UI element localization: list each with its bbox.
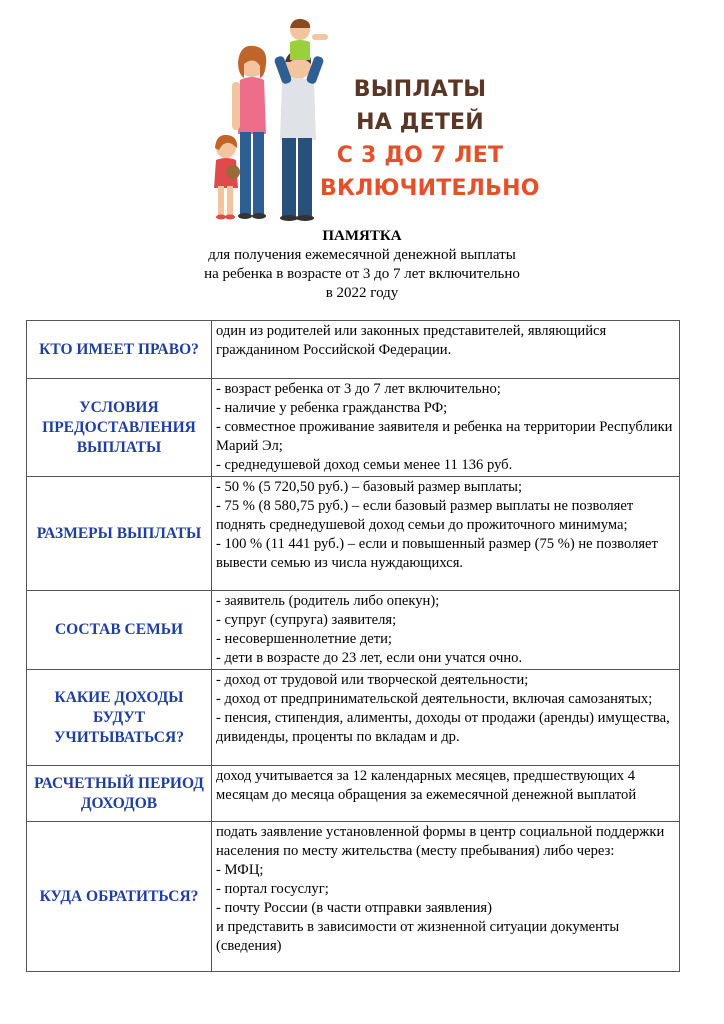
- row-question: КАКИЕ ДОХОДЫ БУДУТ УЧИТЫВАТЬСЯ?: [27, 670, 212, 766]
- answer-line: - супруг (супруга) заявителя;: [216, 612, 397, 628]
- row-question: УСЛОВИЯ ПРЕДОСТАВЛЕНИЯ ВЫПЛАТЫ: [27, 379, 212, 477]
- row-answer: [212, 670, 680, 766]
- answer-line: - среднедушевой доход семьи менее 11 136 руб.: [216, 457, 513, 473]
- answer-line: - МФЦ;: [216, 862, 264, 878]
- answer-line: и представить в зависимости от жизненной ситуации документы (сведения): [216, 919, 620, 954]
- answer-line: - наличие у ребенка гражданства РФ;: [216, 400, 448, 416]
- banner-title-line: ВЫПЛАТЫ: [353, 77, 487, 102]
- answer-line: - совместное проживание заявителя и ребенка на территории Республики Марий Эл;: [216, 419, 673, 454]
- answer-line: - доход от предпринимательской деятельности, включая самозанятых;: [216, 691, 653, 707]
- row-question: КУДА ОБРАТИТЬСЯ?: [27, 822, 212, 972]
- banner-title-line: ВКЛЮЧИТЕЛЬНО: [320, 176, 540, 201]
- answer-line: - 100 % (11 441 руб.) – если и повышенный размер (75 %) не позволяет вывести семью из числа нуждающихся.: [216, 536, 658, 571]
- table-row: [27, 477, 680, 591]
- row-question: РАЗМЕРЫ ВЫПЛАТЫ: [27, 477, 212, 591]
- memo-subtitle-line: для получения ежемесячной денежной выплаты: [208, 247, 516, 263]
- answer-line: доход учитывается за 12 календарных месяцев, предшествующих 4 месяцам до месяца обращения за ежемесячной денежной выплатой: [216, 768, 637, 803]
- table-row: [27, 822, 680, 972]
- memo-title: ПАМЯТКА: [322, 228, 402, 244]
- answer-line: подать заявление установленной формы в центр социальной поддержки населения по месту жительства (месту пребывания) либо через:: [216, 824, 665, 859]
- table-row: [27, 591, 680, 670]
- memo-table: [26, 320, 680, 972]
- banner-title-line: С 3 ДО 7 ЛЕТ: [336, 143, 504, 168]
- memo-table-body: [27, 321, 680, 972]
- answer-line: - возраст ребенка от 3 до 7 лет включительно;: [216, 381, 501, 397]
- banner-title-line: НА ДЕТЕЙ: [356, 110, 484, 135]
- row-answer: [212, 822, 680, 972]
- row-question: РАСЧЕТНЫЙ ПЕРИОД ДОХОДОВ: [27, 766, 212, 822]
- family-illustration: [210, 16, 330, 222]
- answer-line: - почту России (в части отправки заявления): [216, 900, 492, 916]
- answer-line: - дети в возрасте до 23 лет, если они учатся очно.: [216, 650, 523, 666]
- row-answer: [212, 321, 680, 379]
- row-answer: [212, 477, 680, 591]
- answer-line: - портал госуслуг;: [216, 881, 329, 897]
- row-question: СОСТАВ СЕМЬИ: [27, 591, 212, 670]
- answer-line: - заявитель (родитель либо опекун);: [216, 593, 440, 609]
- answer-line: - доход от трудовой или творческой деятельности;: [216, 672, 529, 688]
- row-answer: [212, 379, 680, 477]
- table-row: [27, 321, 680, 379]
- banner: [200, 10, 540, 224]
- table-row: [27, 379, 680, 477]
- answer-line: один из родителей или законных представителей, являющийся гражданином Российской Федерации.: [216, 323, 607, 358]
- memo-heading: [0, 227, 724, 303]
- memo-subtitle-line: в 2022 году: [325, 285, 399, 301]
- banner-title: [320, 73, 540, 205]
- memo-subtitle-line: на ребенка в возрасте от 3 до 7 лет включительно: [204, 266, 520, 282]
- row-question: КТО ИМЕЕТ ПРАВО?: [27, 321, 212, 379]
- answer-line: - пенсия, стипендия, алименты, доходы от продажи (аренды) имущества, дивиденды, проценты по вкладам и др.: [216, 710, 670, 745]
- answer-line: - 50 % (5 720,50 руб.) – базовый размер выплаты;: [216, 479, 523, 495]
- row-answer: [212, 591, 680, 670]
- table-row: [27, 670, 680, 766]
- answer-line: - несовершеннолетние дети;: [216, 631, 392, 647]
- table-row: [27, 766, 680, 822]
- answer-line: - 75 % (8 580,75 руб.) – если базовый размер выплаты не позволяет поднять среднедушевой доход семьи до прожиточного минимума;: [216, 498, 634, 533]
- row-answer: [212, 766, 680, 822]
